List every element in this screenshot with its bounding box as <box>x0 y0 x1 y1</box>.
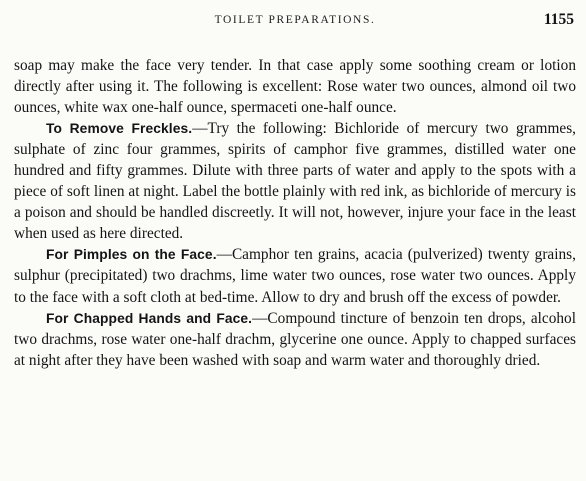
paragraph-text: soap may make the face very tender. In that case apply some soothing cream or lotion directly after using it. The following is excellent: Rose water two ounces, almond oil two ounces, white wax one-half ounce, spermaceti one-half ounce. <box>14 57 576 117</box>
paragraph-text: —Compound tincture of benzoin ten drops, alcohol two drachms, rose water one-half drachm, glycerine one ounce. Apply to chapped surfaces at night after they have been washed with soap and warm water and thoroughly dried. <box>14 309 576 369</box>
running-title: TOILET PREPARATIONS. <box>214 14 376 26</box>
body-text <box>14 55 576 371</box>
running-header <box>14 12 576 34</box>
section-heading: To Remove Freckles. <box>46 121 193 137</box>
paragraph-continuation <box>14 55 576 118</box>
paragraph-chapped-hands <box>14 308 576 371</box>
paragraph-pimples <box>14 244 576 307</box>
page-number: 1155 <box>543 11 574 28</box>
section-heading: For Pimples on the Face. <box>46 247 217 263</box>
paragraph-text: —Camphor ten grains, acacia (pulverized) twenty grains, sulphur (precipitated) two drachms, lime water two ounces, rose water two ounces. Apply to the face with a soft cloth at bed-time. Allow to dry and brush off the excess of powder. <box>14 246 576 306</box>
paragraph-text: —Try the following: Bichloride of mercury two grammes, sulphate of zinc four grammes, spirits of camphor five grammes, distilled water one hundred and fifty grammes. Dilute with three parts of water and apply to the spots with a piece of soft linen at night. Label the bottle plainly with red ink, as bichloride of mercury is a poison and should be handled discreetly. It will not, however, injure your face in the least when used as here directed. <box>14 120 577 243</box>
paragraph-remove-freckles <box>14 118 576 244</box>
section-heading: For Chapped Hands and Face. <box>46 310 253 326</box>
